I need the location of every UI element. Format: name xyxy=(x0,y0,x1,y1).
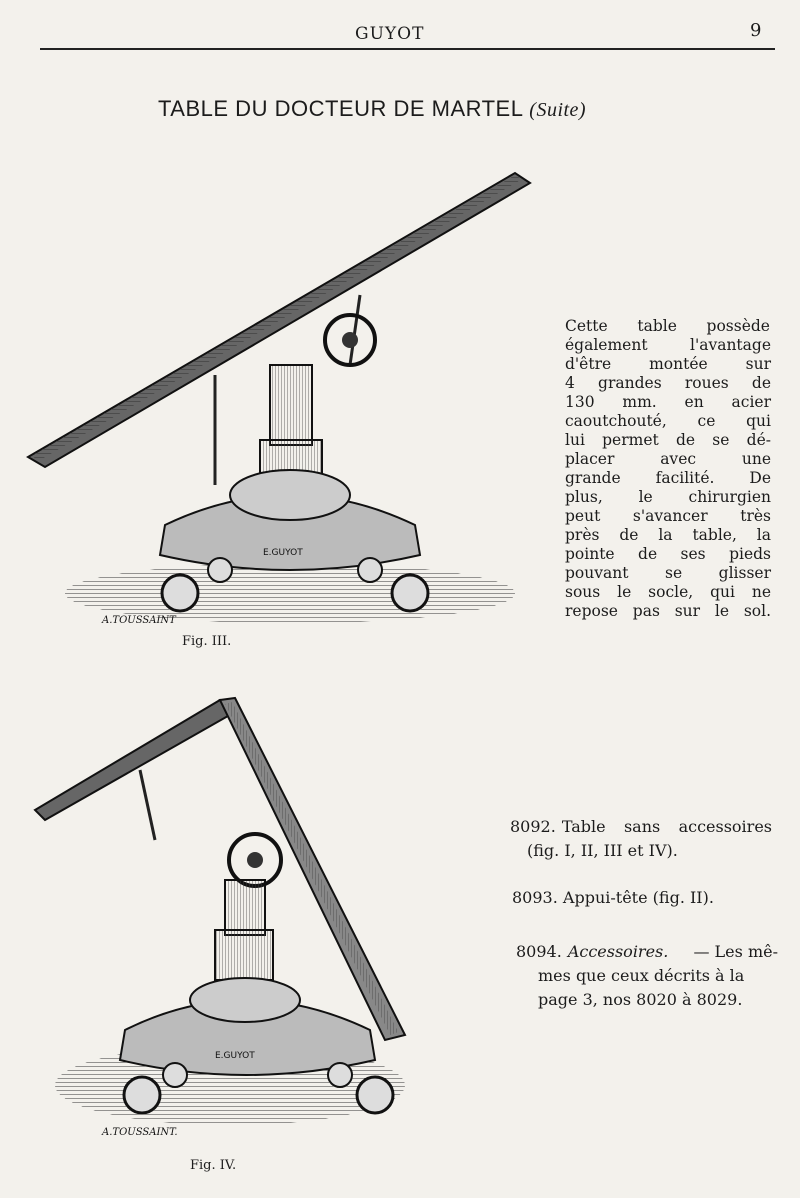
maker-mark-iii: E.GUYOT xyxy=(263,548,303,558)
description-line: 4 grandes roues de xyxy=(565,374,771,392)
entry-italic: Accessoires. xyxy=(567,942,669,961)
entry-text: Appui-tête (fig. II). xyxy=(562,888,714,907)
wheel xyxy=(162,575,198,611)
column xyxy=(270,365,312,445)
description-line: près de la table, la xyxy=(565,526,771,544)
description-line: lui permet de se dé- xyxy=(565,431,771,449)
signature-iii: A.TOUSSAINT xyxy=(102,615,176,626)
column xyxy=(225,880,265,935)
page-title xyxy=(158,96,586,122)
description-line: 130 mm. en acier xyxy=(565,393,771,411)
running-title: GUYOT xyxy=(355,24,425,44)
description-line: sous le socle, qui ne xyxy=(565,583,771,601)
page-title-suite: (Suite) xyxy=(529,99,587,121)
entry-text: page 3, nos 8020 à 8029. xyxy=(538,990,743,1009)
maker-mark-iv: E.GUYOT xyxy=(215,1051,255,1061)
description-line: Cette table possède xyxy=(565,317,770,335)
description-line: caoutchouté, ce qui xyxy=(565,412,771,430)
wheel xyxy=(208,558,232,582)
description-line: placer avec une xyxy=(565,450,771,468)
figure-iv-caption: Fig. IV. xyxy=(190,1158,237,1173)
figure-iii-illustration xyxy=(20,165,545,635)
entry-text: mes que ceux décrits à la xyxy=(538,966,745,985)
wheel xyxy=(357,1077,393,1113)
ground-shadow xyxy=(65,563,515,623)
description-line: plus, le chirurgien xyxy=(565,488,771,506)
description-line: grande facilité. De xyxy=(565,469,771,487)
wheel xyxy=(124,1077,160,1113)
description-line: pouvant se glisser xyxy=(565,564,771,582)
description-line: également l'avantage xyxy=(565,336,771,354)
wheel xyxy=(392,575,428,611)
signature-iv: A.TOUSSAINT. xyxy=(102,1127,178,1138)
catalogue-entry-8092 xyxy=(510,815,772,863)
entry-text: — Les mê- xyxy=(693,942,778,961)
description-line: repose pas sur le sol. xyxy=(565,602,771,620)
entry-number: 8093. xyxy=(512,888,558,907)
entry-text: Table sans accessoires xyxy=(561,817,772,836)
figure-iii-caption: Fig. III. xyxy=(182,634,232,649)
page-number: 9 xyxy=(750,20,762,41)
wheel xyxy=(163,1063,187,1087)
entry-text: (fig. I, II, III et IV). xyxy=(527,841,678,860)
catalogue-entry-8093 xyxy=(512,886,714,910)
catalogue-entry-8094 xyxy=(516,940,778,1012)
description-line: peut s'avancer très xyxy=(565,507,771,525)
header-rule xyxy=(40,48,775,50)
figure-iv-illustration xyxy=(30,690,480,1155)
wheel xyxy=(328,1063,352,1087)
entry-number: 8092. xyxy=(510,817,556,836)
entry-number: 8094. xyxy=(516,942,562,961)
description-line: d'être montée sur xyxy=(565,355,771,373)
description-line: pointe de ses pieds xyxy=(565,545,771,563)
page-title-main: TABLE DU DOCTEUR DE MARTEL xyxy=(158,96,523,121)
wheel xyxy=(358,558,382,582)
